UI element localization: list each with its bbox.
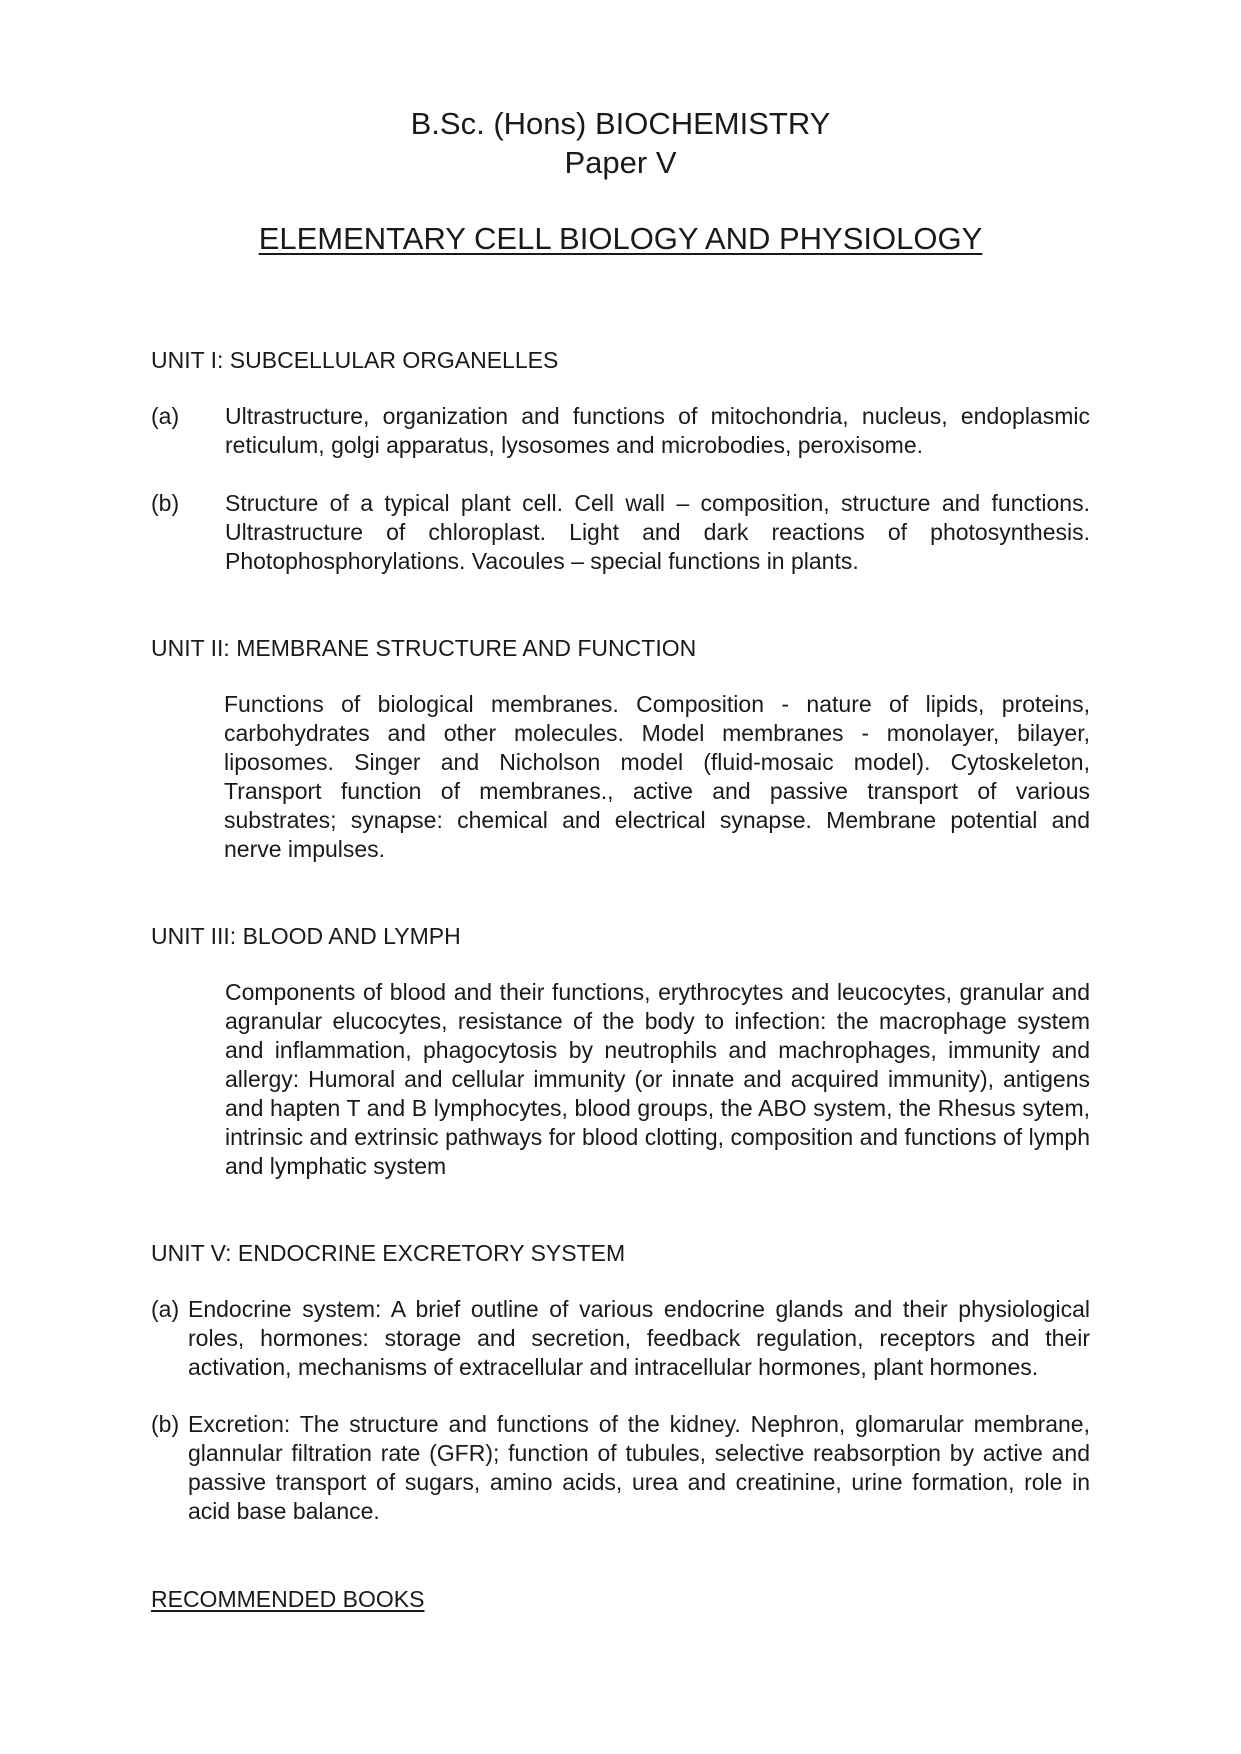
unit-2-heading: UNIT II: MEMBRANE STRUCTURE AND FUNCTION bbox=[151, 635, 697, 661]
unit-2-text: Functions of biological membranes. Composition - nature of lipids, proteins, carbohydrates and other molecules. Model membranes - monolayer, bilayer, liposomes. Singer and Nicholson model (fluid-mosaic model). Cytoskeleton, Transport function of membranes., active and passive transport of various substrates; synapse: chemical and electrical synapse. Membrane potential and nerve impulses. bbox=[224, 691, 1090, 862]
course-title: ELEMENTARY CELL BIOLOGY AND PHYSIOLOGY bbox=[258, 221, 983, 256]
unit-1-heading: UNIT I: SUBCELLULAR ORGANELLES bbox=[151, 347, 559, 373]
unit-1-item-a-text: Ultrastructure, organization and functions of mitochondria, nucleus, endoplasmic reticulum, golgi apparatus, lysosomes and microbodies, peroxisome. bbox=[225, 403, 1090, 458]
unit-1-item-a-marker: (a) bbox=[151, 403, 180, 429]
unit-5-item-a-marker: (a) bbox=[151, 1296, 180, 1322]
degree-title: B.Sc. (Hons) BIOCHEMISTRY bbox=[410, 106, 831, 141]
unit-3-heading: UNIT III: BLOOD AND LYMPH bbox=[151, 923, 461, 949]
unit-5-item-b-text: Excretion: The structure and functions of the kidney. Nephron, glomarular membrane, glannular filtration rate (GFR); function of tubules, selective reabsorption by active and passive transport of sugars, amino acids, urea and creatinine, urine formation, role in acid base balance. bbox=[188, 1411, 1090, 1524]
unit-1-item-b-marker: (b) bbox=[151, 490, 180, 516]
unit-5-item-b-marker: (b) bbox=[151, 1411, 180, 1437]
unit-5-heading: UNIT V: ENDOCRINE EXCRETORY SYSTEM bbox=[151, 1240, 626, 1266]
recommended-books-heading: RECOMMENDED BOOKS bbox=[151, 1586, 425, 1612]
paper-number: Paper V bbox=[564, 145, 677, 180]
unit-3-text: Components of blood and their functions, erythrocytes and leucocytes, granular and agranular elucocytes, resistance of the body to infection: the macrophage system and inflammation, phagocytosis by neutrophils and machrophages, immunity and allergy: Humoral and cellular immunity (or innate and acquired immunity), antigens and hapten T and B lymphocytes, blood groups, the ABO system, the Rhesus sytem, intrinsic and extrinsic pathways for blood clotting, composition and functions of lymph and lymphatic system bbox=[225, 979, 1090, 1179]
unit-1-item-b-text: Structure of a typical plant cell. Cell wall – composition, structure and functions. Ultrastructure of chloroplast. Light and dark reactions of photosynthesis. Photophosphorylations. Vacoules – special functions in plants. bbox=[225, 490, 1090, 574]
unit-5-item-a-text: Endocrine system: A brief outline of various endocrine glands and their physiological roles, hormones: storage and secretion, feedback regulation, receptors and their activation, mechanisms of extracellular and intracellular hormones, plant hormones. bbox=[188, 1296, 1090, 1380]
